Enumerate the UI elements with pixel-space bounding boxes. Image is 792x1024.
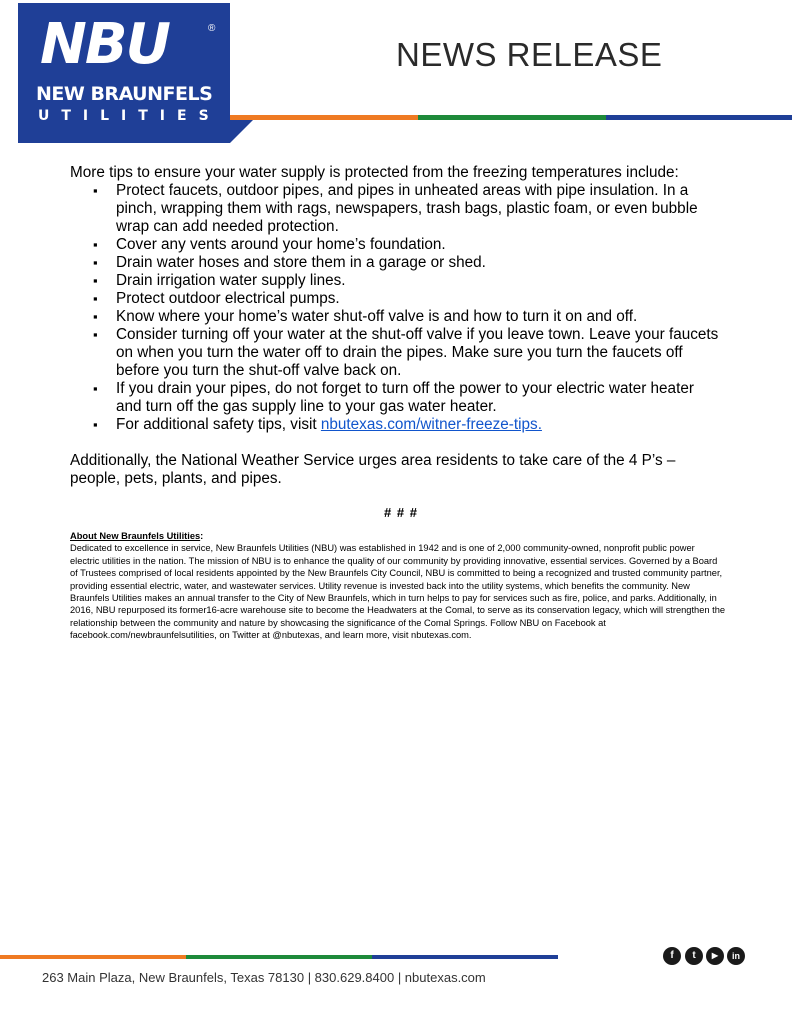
logo-brand: NBU xyxy=(40,12,170,77)
logo-tagline: UTILITIES xyxy=(38,108,221,124)
list-item: ▪ Protect faucets, outdoor pipes, and pipes in unheated areas with pipe insulation. In a pinch, wrapping them with rags, newspapers, trash bags, plastic foam, or even bubble wrap can add needed protection. xyxy=(116,182,722,236)
list-item: ▪ Drain irrigation water supply lines. xyxy=(116,272,722,290)
footer-bar-green xyxy=(186,955,372,959)
end-marker: # # # xyxy=(384,505,418,520)
tips-list xyxy=(70,182,722,434)
list-item: ▪ If you drain your pipes, do not forget to turn off the power to your electric water heater and turn off the gas supply line to your gas water heater. xyxy=(116,380,722,416)
footer-address: 263 Main Plaza, New Braunfels, Texas 78130 | 830.629.8400 | nbutexas.com xyxy=(42,970,486,985)
about-heading xyxy=(70,530,726,542)
about-body: Dedicated to excellence in service, New Braunfels Utilities (NBU) was established in 1942 and is one of 2,000 community-owned, nonprofit public power electric utilities in the nation. The mission of NBU is to enhance the quality of our community by providing innovative, essential services. Governed by a Board of Trustees comprised of local residents appointed by the New Braunfels City Council, NBU is committed to being a recognized and trusted community partner, providing essential electric, water, and wastewater services. Utility revenue is invested back into the utility systems, which benefits the community. New Braunfels Utilities makes an annual transfer to the City of New Braunfels, which in turn helps to pay for services such as fire, police, and parks. Additionally, in 2016, NBU repurposed its former16-acre warehouse site to become the Headwaters at the Comal, to serve as its conservation legacy, which will strengthen the relationship between the community and nature by showcasing the significance of the Comal Springs. Follow NBU on Facebook at facebook.com/newbraunfelsutilities, on Twitter at @nbutexas, and learn more, visit nbutexas.com. xyxy=(70,543,726,641)
about-section xyxy=(70,530,726,642)
intro-text: More tips to ensure your water supply is protected from the freezing temperatures include: xyxy=(70,164,679,181)
header-bar-navy xyxy=(606,115,792,120)
linkedin-icon[interactable]: in xyxy=(727,947,745,965)
list-item xyxy=(116,416,722,434)
about-title: About New Braunfels Utilities xyxy=(70,531,201,541)
nbu-logo xyxy=(18,3,230,143)
safety-tips-prefix: For additional safety tips, visit xyxy=(116,416,321,433)
logo-registered-mark: ® xyxy=(208,23,216,34)
logo-name: NEW BRAUNFELS xyxy=(36,83,213,105)
list-item: ▪ Protect outdoor electrical pumps. xyxy=(116,290,722,308)
twitter-icon[interactable]: t xyxy=(685,947,703,965)
about-title-colon: : xyxy=(200,531,204,541)
facebook-icon[interactable]: f xyxy=(663,947,681,965)
logo-corner-tab xyxy=(230,118,255,143)
weather-service-paragraph: Additionally, the National Weather Service urges area residents to take care of the 4 P’s – people, pets, plants, and pipes. xyxy=(70,452,676,487)
youtube-icon[interactable]: ▶ xyxy=(706,947,724,965)
list-item: ▪ Cover any vents around your home’s foundation. xyxy=(116,236,722,254)
header-bar-orange xyxy=(230,115,418,120)
footer-bar-orange xyxy=(0,955,186,959)
freeze-tips-link[interactable]: nbutexas.com/witner-freeze-tips. xyxy=(320,416,542,433)
header-bar-green xyxy=(418,115,606,120)
page-title: NEWS RELEASE xyxy=(396,36,663,73)
footer-bar-navy xyxy=(372,955,558,959)
list-item: ▪ Consider turning off your water at the shut-off valve if you leave town. Leave your faucets on when you turn the water off to drain the pipes. Make sure you turn the faucets off before you turn the shut-off valve back on. xyxy=(116,326,722,380)
main-content xyxy=(70,164,722,522)
list-item: ▪ Know where your home’s water shut-off valve is and how to turn it on and off. xyxy=(116,308,722,326)
list-item: ▪ Drain water hoses and store them in a garage or shed. xyxy=(116,254,722,272)
